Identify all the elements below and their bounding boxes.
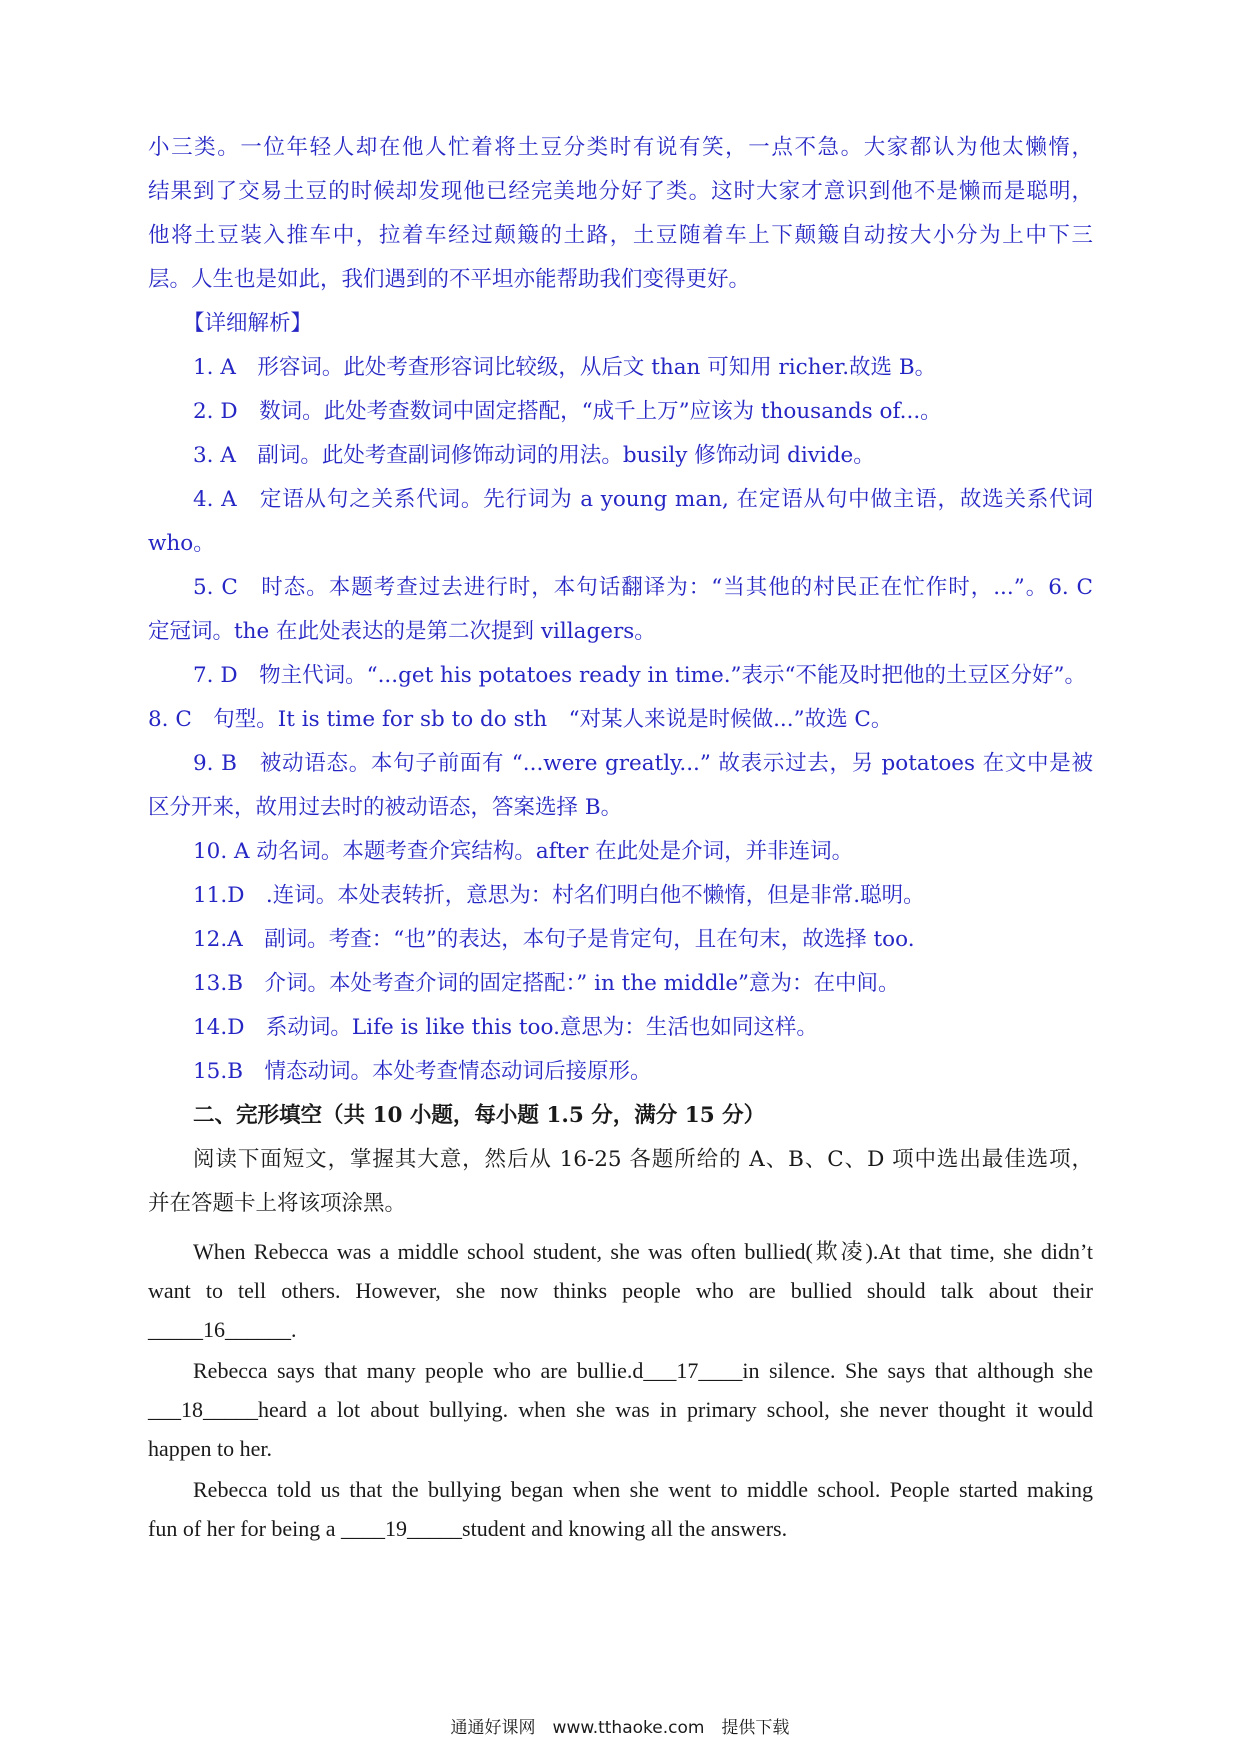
answer-15: 15.B 情态动词。本处考查情态动词后接原形。 bbox=[193, 1059, 652, 1084]
answer-5-line-1: 5. C 时态。本题考查过去进行时，本句话翻译为：“当其他的村民正在忙作时，...”。6. C bbox=[193, 575, 1093, 600]
section-2-instruction-line-2: 并在答题卡上将该项涂黑。 bbox=[148, 1191, 407, 1216]
passage-p3-line-1: Rebecca told us that the bullying began when she went to middle school. People started making bbox=[193, 1477, 1093, 1502]
answer-11: 11.D .连词。本处表转折，意思为：村名们明白他不懒惰，但是非常.聪明。 bbox=[193, 883, 925, 908]
passage-p2-line-2: ___18_____heard a lot about bullying. when she was in primary school, she never thought it would bbox=[148, 1397, 1093, 1422]
section-2-instruction-line-1: 阅读下面短文，掌握其大意，然后从 16-25 各题所给的 A、B、C、D 项中选出最佳选项， bbox=[193, 1147, 1093, 1172]
section-2-title: 二、完形填空（共 10 小题，每小题 1.5 分，满分 15 分） bbox=[193, 1103, 766, 1128]
summary-line-1: 小三类。一位年轻人却在他人忙着将土豆分类时有说有笑，一点不急。大家都认为他太懒惰， bbox=[148, 135, 1093, 160]
summary-line-4: 层。人生也是如此，我们遇到的不平坦亦能帮助我们变得更好。 bbox=[148, 267, 751, 292]
passage-p2-line-3: happen to her. bbox=[148, 1436, 273, 1461]
passage-p3-line-2: fun of her for being a ____19_____student and knowing all the answers. bbox=[148, 1516, 788, 1541]
passage-p1-line-2: want to tell others. However, she now thinks people who are bullied should talk about their bbox=[148, 1278, 1093, 1303]
answer-9-line-2: 区分开来，故用过去时的被动语态，答案选择 B。 bbox=[148, 795, 623, 820]
answer-1: 1. A 形容词。此处考查形容词比较级，从后文 than 可知用 richer.故选 B。 bbox=[193, 355, 937, 380]
answer-12: 12.A 副词。考查：“也”的表达，本句子是肯定句，且在句末，故选择 too. bbox=[193, 927, 915, 952]
answer-14: 14.D 系动词。Life is like this too.意思为：生活也如同这样。 bbox=[193, 1015, 818, 1040]
answer-2: 2. D 数词。此处考查数词中固定搭配，“成千上万”应该为 thousands of...。 bbox=[193, 399, 942, 424]
answer-10: 10. A 动名词。本题考查介宾结构。after 在此处是介词，并非连词。 bbox=[193, 839, 854, 864]
answer-8: 8. C 句型。It is time for sb to do sth “对某人来说是时候做...”故选 C。 bbox=[148, 707, 893, 732]
answer-4-line-1: 4. A 定语从句之关系代词。先行词为 a young man, 在定语从句中做主语，故选关系代词 bbox=[193, 487, 1093, 512]
page-footer: 通通好课网 www.tthaoke.com 提供下载 bbox=[450, 1718, 790, 1738]
answer-4-line-2: who。 bbox=[148, 531, 215, 556]
summary-line-2: 结果到了交易土豆的时候却发现他已经完美地分好了类。这时大家才意识到他不是懒而是聪明， bbox=[148, 179, 1093, 204]
answer-13: 13.B 介词。本处考查介词的固定搭配：” in the middle”意为：在中间。 bbox=[193, 971, 900, 996]
passage-p1-line-1: When Rebecca was a middle school student, she was often bullied(欺凌).At that time, she didn’t bbox=[193, 1239, 1093, 1264]
passage-p1-line-3: _____16______. bbox=[148, 1317, 297, 1342]
answer-3: 3. A 副词。此处考查副词修饰动词的用法。busily 修饰动词 divide。 bbox=[193, 443, 875, 468]
passage-p2-line-1: Rebecca says that many people who are bullie.d___17____in silence. She says that although she bbox=[193, 1358, 1093, 1383]
summary-line-3: 他将土豆装入推车中，拉着车经过颠簸的土路，土豆随着车上下颠簸自动按大小分为上中下三 bbox=[148, 223, 1093, 248]
answer-9-line-1: 9. B 被动语态。本句子前面有 “...were greatly...” 故表示过去，另 potatoes 在文中是被 bbox=[193, 751, 1093, 776]
answer-6-line-2: 定冠词。the 在此处表达的是第二次提到 villagers。 bbox=[148, 619, 656, 644]
answer-7: 7. D 物主代词。“...get his potatoes ready in time.”表示“不能及时把他的土豆区分好”。 bbox=[193, 663, 1087, 688]
analysis-heading: 【详细解析】 bbox=[183, 311, 313, 336]
